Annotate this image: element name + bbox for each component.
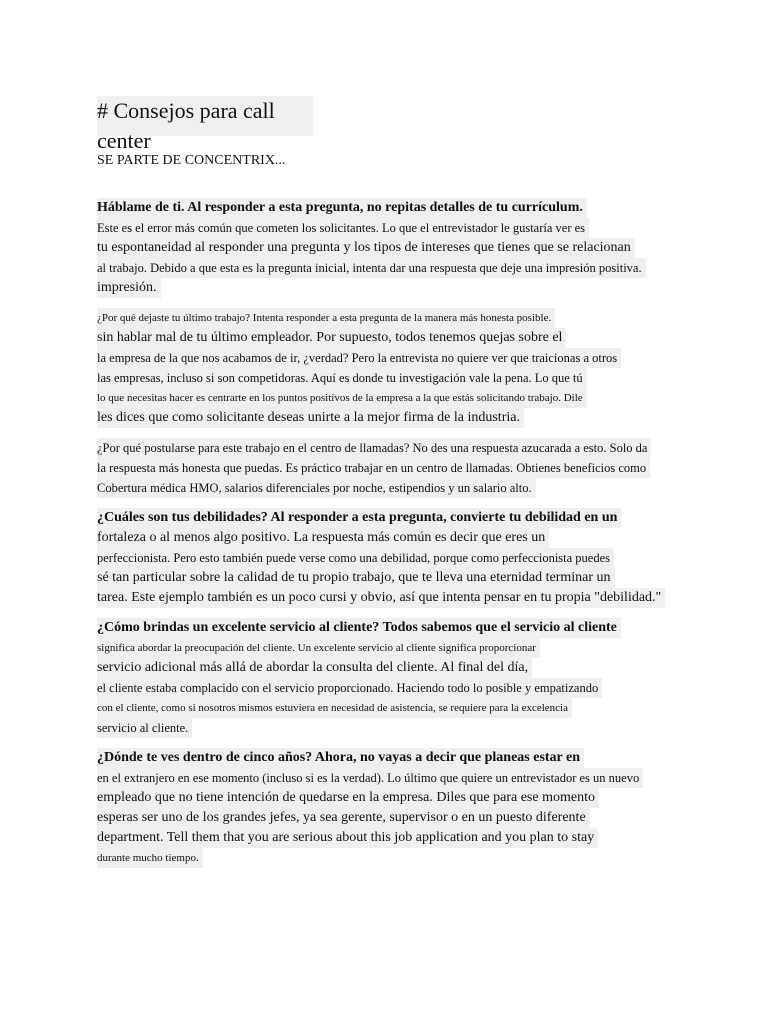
q4-line-4: tarea. Este ejemplo también es un poco cursi y obvio, así que intenta pensar en tu propia "debilidad." bbox=[97, 588, 665, 608]
page-title: # Consejos para call center bbox=[97, 96, 313, 136]
q5-line-1: significa abordar la preocupación del cliente. Un excelente servicio al cliente significa proporcionar bbox=[97, 638, 540, 658]
q6-line-5: durante mucho tiempo. bbox=[97, 848, 203, 868]
q6-line-1: en el extranjero en ese momento (incluso si es la verdad). Lo último que quiere un entrevistador es un nuevo bbox=[97, 768, 643, 788]
q2-line-3: la empresa de la que nos acabamos de ir, ¿verdad? Pero la entrevista no quiere ver que traicionas a otros bbox=[97, 348, 621, 368]
q1-line-4: impresión. bbox=[97, 278, 161, 298]
q5-line-5: servicio al cliente. bbox=[97, 718, 192, 738]
q5-line-3: el cliente estaba complacido con el servicio proporcionado. Haciendo todo lo posible y empatizando bbox=[97, 678, 602, 698]
q6-title: ¿Dónde te ves dentro de cinco años? Ahora, no vayas a decir que planeas estar en bbox=[97, 748, 584, 768]
q3-line-3: Cobertura médica HMO, salarios diferenciales por noche, estipendios y un salario alto. bbox=[97, 478, 536, 498]
q4-line-1: fortaleza o al menos algo positivo. La respuesta más común es decir que eres un bbox=[97, 528, 549, 548]
q4-title: ¿Cuáles son tus debilidades? Al responder a esta pregunta, convierte tu debilidad en un bbox=[97, 508, 621, 528]
q5-line-4: con el cliente, como si nosotros mismos estuviera en necesidad de asistencia, se requiere para la excelencia bbox=[97, 698, 572, 718]
q6-line-2: empleado que no tiene intención de quedarse en la empresa. Diles que para ese momento bbox=[97, 788, 599, 808]
q4-line-3: sé tan particular sobre la calidad de tu propio trabajo, que te lleva una eternidad terminar un bbox=[97, 568, 615, 588]
q2-line-2: sin hablar mal de tu último empleador. Por supuesto, todos tenemos quejas sobre el bbox=[97, 328, 566, 348]
q5-line-2: servicio adicional más allá de abordar la consulta del cliente. Al final del día, bbox=[97, 658, 532, 678]
q1-line-2: tu espontaneidad al responder una pregunta y los tipos de intereses que tienes que se relacionan bbox=[97, 238, 635, 258]
q2-line-6: les dices que como solicitante deseas unirte a la mejor firma de la industria. bbox=[97, 408, 524, 428]
q3-line-2: la respuesta más honesta que puedas. Es práctico trabajar en un centro de llamadas. Obtienes beneficios como bbox=[97, 458, 650, 478]
q6-line-3: esperas ser uno de los grandes jefes, ya sea gerente, supervisor o en un puesto diferente bbox=[97, 808, 590, 828]
q2-line-1: ¿Por qué dejaste tu último trabajo? Intenta responder a esta pregunta de la manera más honesta posible. bbox=[97, 308, 555, 328]
q1-title: Háblame de ti. Al responder a esta pregunta, no repitas detalles de tu currículum. bbox=[97, 198, 587, 218]
q6-line-4: department. Tell them that you are serious about this job application and you plan to stay bbox=[97, 828, 598, 848]
q3-line-1: ¿Por qué postularse para este trabajo en el centro de llamadas? No des una respuesta azucarada a esto. Solo da bbox=[97, 438, 651, 458]
subtitle: SE PARTE DE CONCENTRIX... bbox=[97, 153, 286, 168]
q1-line-3: al trabajo. Debido a que esta es la pregunta inicial, intenta dar una respuesta que deje una impresión positiva. bbox=[97, 258, 646, 278]
q5-title: ¿Cómo brindas un excelente servicio al cliente? Todos sabemos que el servicio al cliente bbox=[97, 618, 621, 638]
q2-line-5: lo que necesitas hacer es centrarte en los puntos positivos de la empresa a la que estás solicitando trabajo. Dile bbox=[97, 388, 587, 408]
q1-line-1: Este es el error más común que cometen los solicitantes. Lo que el entrevistador le gustaría ver es bbox=[97, 218, 589, 238]
q4-line-2: perfeccionista. Pero esto también puede verse como una debilidad, porque como perfeccionista puedes bbox=[97, 548, 614, 568]
q2-line-4: las empresas, incluso si son competidoras. Aquí es donde tu investigación vale la pena. Lo que tú bbox=[97, 368, 587, 388]
